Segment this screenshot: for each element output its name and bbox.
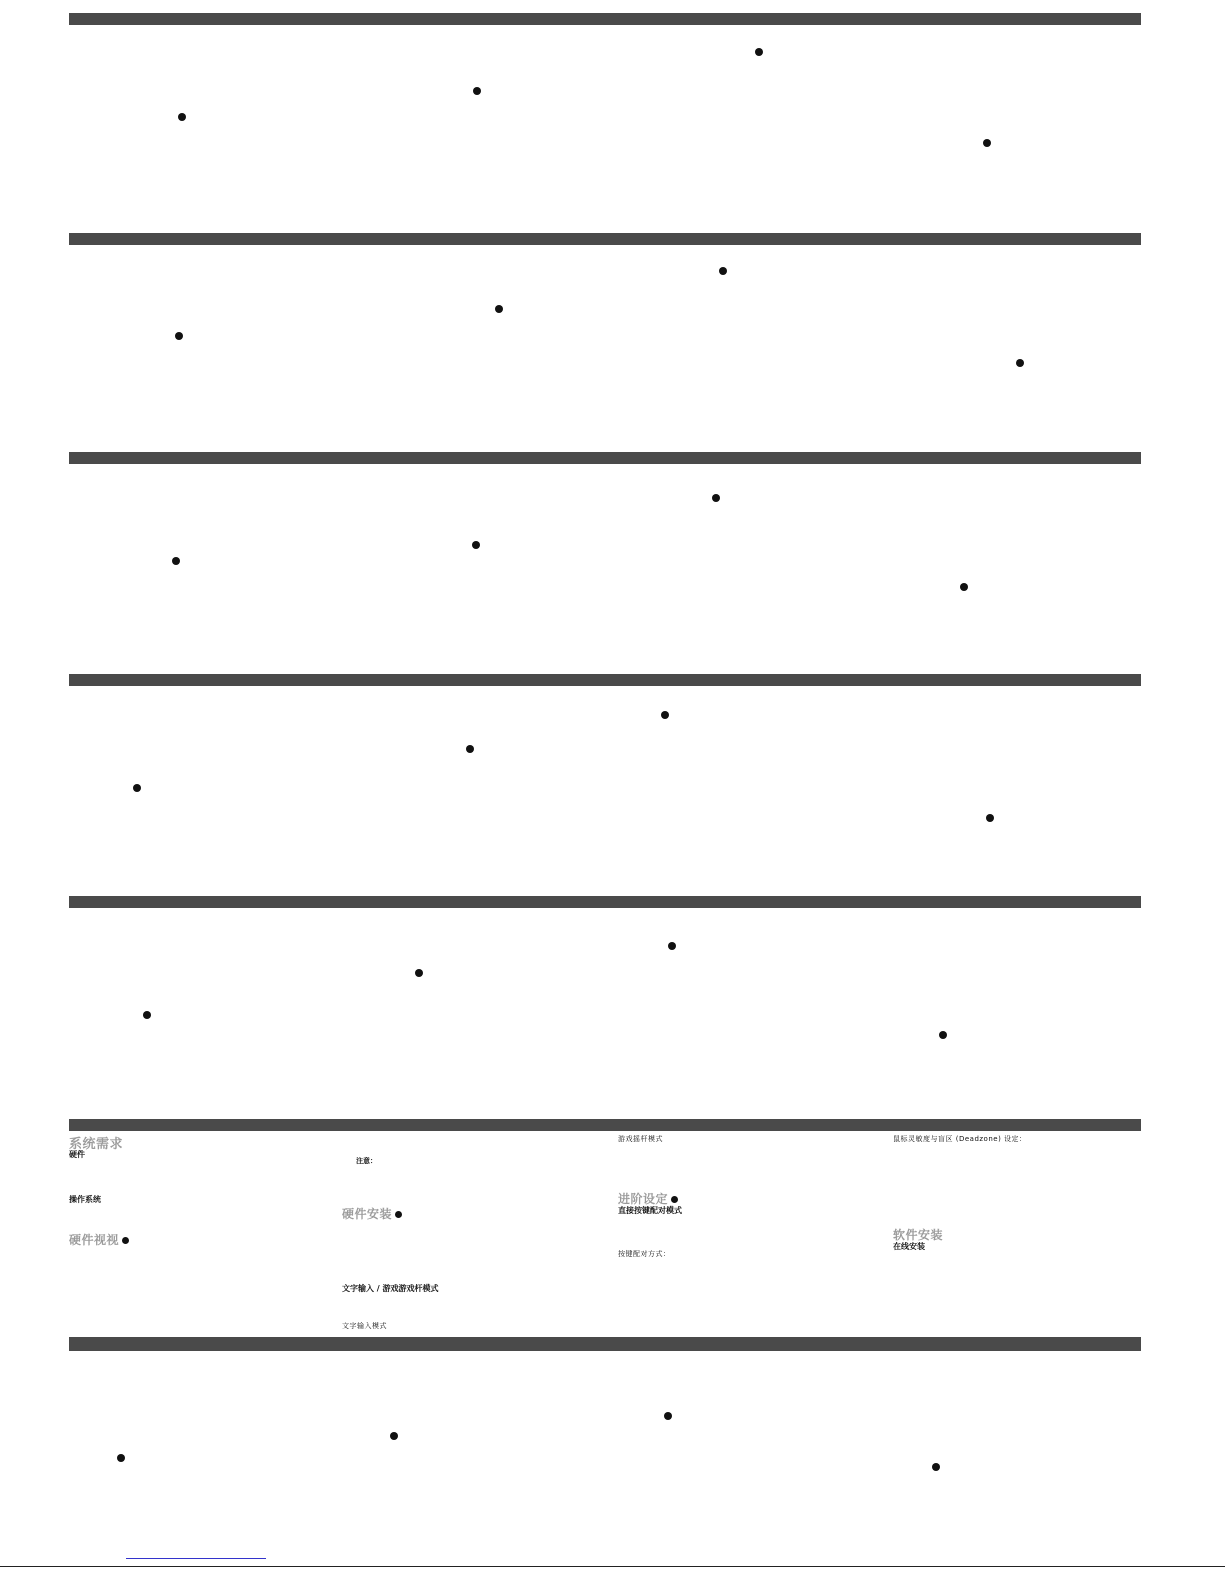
- section-band-5: [69, 896, 1141, 908]
- bullet-dot: [390, 1432, 398, 1440]
- bullet-dot: [668, 942, 676, 950]
- bullet-dot: [133, 784, 141, 792]
- hardware-view-text: 硬件视视: [69, 1233, 120, 1247]
- section-band-7: [69, 1337, 1141, 1351]
- section-band-4: [69, 674, 1141, 686]
- bullet-dot: [122, 1237, 129, 1244]
- text-joystick-mode-label: 文字输入 / 游戏游戏杆模式: [342, 1284, 439, 1293]
- pairing-method-label: 按键配对方式：: [618, 1250, 671, 1258]
- bullet-dot: [466, 745, 474, 753]
- bullet-dot: [117, 1454, 125, 1462]
- bullet-dot: [473, 87, 481, 95]
- section-band-3: [69, 452, 1141, 464]
- text-mode-label: 文字输入模式: [342, 1322, 387, 1330]
- bullet-dot: [755, 48, 763, 56]
- bullet-dot: [1016, 359, 1024, 367]
- bullet-dot: [960, 583, 968, 591]
- footer-divider: [0, 1566, 1225, 1567]
- bullet-dot: [939, 1031, 947, 1039]
- bullet-dot: [671, 1196, 678, 1203]
- bullet-dot: [495, 305, 503, 313]
- bullet-dot: [175, 332, 183, 340]
- hardware-view-title: [69, 1231, 129, 1248]
- bullet-dot: [395, 1211, 402, 1218]
- section-band-1: [69, 13, 1141, 25]
- note-label: 注意：: [356, 1157, 377, 1165]
- online-install-label: [893, 1241, 925, 1252]
- bullet-dot: [712, 494, 720, 502]
- hardware-label: 硬件: [69, 1150, 85, 1159]
- advanced-settings-text: 进阶设定: [618, 1192, 669, 1206]
- direct-pairing-label: 直接按键配对模式: [618, 1206, 682, 1215]
- section-band-6: [69, 1119, 1141, 1131]
- bullet-dot: [664, 1412, 672, 1420]
- system-requirements-title: 系统需求: [69, 1137, 124, 1152]
- os-label: 操作系统: [69, 1195, 101, 1204]
- sensitivity-deadzone-label: 鼠标灵敏度与盲区 (Deadzone) 设定：: [893, 1135, 1027, 1143]
- bullet-dot: [986, 814, 994, 822]
- bullet-dot: [472, 541, 480, 549]
- bullet-dot: [983, 139, 991, 147]
- software-install-title: 软件安装: [893, 1228, 944, 1242]
- footer-link-underline: [126, 1558, 266, 1559]
- bullet-dot: [143, 1011, 151, 1019]
- hardware-install-text: 硬件安装: [342, 1207, 393, 1221]
- bullet-dot: [932, 1463, 940, 1471]
- bullet-dot: [415, 969, 423, 977]
- joystick-mode-label: 游戏摇杆模式: [618, 1135, 663, 1143]
- hardware-install-title: [342, 1205, 402, 1222]
- section-band-2: [69, 233, 1141, 245]
- bullet-dot: [172, 557, 180, 565]
- bullet-dot: [178, 113, 186, 121]
- bullet-dot: [719, 267, 727, 275]
- online-install-text: 在线安装: [893, 1242, 925, 1251]
- bullet-dot: [661, 711, 669, 719]
